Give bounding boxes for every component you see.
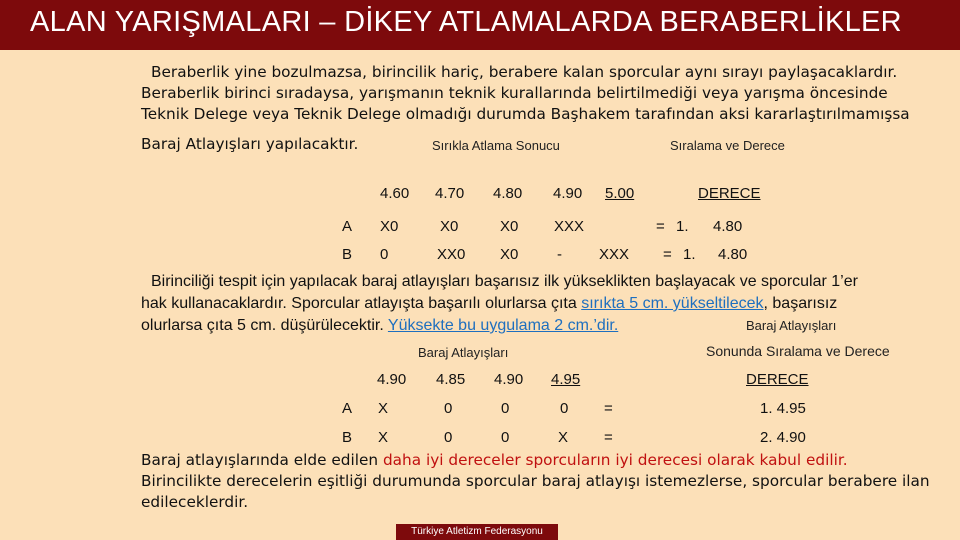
intro-line-2: Beraberlik birinci sıradaysa, yarışmanın teknik kurallarında belirtilmediği veya yarışma öncesinde	[141, 84, 888, 102]
table2-height: 4.90	[377, 371, 407, 388]
table2-attempt: 0	[560, 400, 569, 417]
table2-attempt: 0	[444, 400, 453, 417]
table2-attempt: X	[378, 400, 389, 417]
table1-attempt: X0	[500, 246, 519, 263]
table2-eq: =	[604, 429, 613, 446]
table1-height: 5.00	[605, 185, 635, 202]
table1-attempt: -	[557, 246, 562, 263]
table2-height: 4.85	[436, 371, 466, 388]
table1-attempt: X0	[440, 218, 459, 235]
intro-line-3: Teknik Delege veya Teknik Delege olmadığı durumda Başhakem tarafından aksi kararlaştırılmamışsa	[141, 105, 910, 123]
table1-mark: 4.80	[718, 246, 748, 263]
table2-result-header: DERECE	[746, 371, 809, 388]
table1-rank: 1.	[676, 218, 689, 235]
para3-line-2: Birincilikte derecelerin eşitliği durumunda sporcular baraj atlayışı istemezlerse, sporcular berabere ilan	[141, 472, 930, 490]
para2-line-3-link: Yüksekte bu uygulama 2 cm.’dir.	[387, 317, 619, 334]
page-title: ALAN YARIŞMALARI – DİKEY ATLAMALARDA BERABERLİKLER	[30, 6, 902, 38]
table2-height: 4.90	[494, 371, 524, 388]
table1-height: 4.80	[493, 185, 523, 202]
table1-eq: =	[663, 246, 672, 263]
table1-athlete: B	[342, 246, 353, 263]
intro-line-1: Beraberlik yine bozulmazsa, birincilik hariç, berabere kalan sporcular aynı sırayı paylaşacaklardır.	[151, 63, 898, 81]
para2-line-2-pre: hak kullanacaklardır. Sporcular atlayışta başarılı olurlarsa çıta	[141, 295, 582, 312]
para2-line-3	[141, 315, 618, 337]
table1-height: 4.60	[380, 185, 410, 202]
para2-line-1: Birinciliği tespit için yapılacak baraj atlayışları başarısız ilk yükseklikten başlayacak ve sporcular 1’er	[151, 273, 858, 290]
table1-extra: XXX	[599, 246, 630, 263]
table1-height: 4.90	[553, 185, 583, 202]
table2-caption-right: Sonunda Sıralama ve Derece	[706, 343, 890, 359]
table2-attempt: X	[378, 429, 389, 446]
table1-result-header: DERECE	[698, 185, 761, 202]
table1-height: 4.70	[435, 185, 465, 202]
table1-eq: =	[656, 218, 665, 235]
table2-athlete: A	[342, 400, 353, 417]
table2-attempt: 0	[501, 400, 510, 417]
para2-small-label: Baraj Atlayışları	[746, 318, 837, 333]
para2-line-2-link: sırıkta 5 cm. yükseltilecek	[581, 295, 764, 312]
table1-caption-left: Sırıkla Atlama Sonucu	[432, 138, 560, 153]
para3-line-1	[141, 450, 848, 471]
table1-attempt: X0	[380, 218, 399, 235]
table2-result: 2. 4.90	[760, 429, 806, 446]
table2-attempt: 0	[501, 429, 510, 446]
table2-athlete: B	[342, 429, 353, 446]
table1-attempt: XXX	[554, 218, 585, 235]
footer-label: Türkiye Atletizm Federasyonu	[396, 524, 558, 540]
table2-result: 1. 4.95	[760, 400, 806, 417]
para3-line-1-highlight: daha iyi dereceler sporcuların iyi derecesi olarak kabul edilir.	[382, 451, 848, 469]
table1-rank: 1.	[683, 246, 696, 263]
table1-caption-right: Sıralama ve Derece	[670, 138, 785, 153]
para2-line-2-post: , başarısız	[763, 295, 838, 312]
para2-line-3-pre: olurlarsa çıta 5 cm. düşürülecektir.	[141, 317, 388, 334]
table2-caption-left: Baraj Atlayışları	[418, 345, 509, 360]
para3-line-1-pre: Baraj atlayışlarında elde edilen	[141, 451, 383, 469]
table1-mark: 4.80	[713, 218, 743, 235]
table2-attempt: 0	[444, 429, 453, 446]
para3-line-3: edileceklerdir.	[141, 493, 249, 511]
table2-eq: =	[604, 400, 613, 417]
table1-attempt: X0	[500, 218, 519, 235]
table1-attempt: XX0	[437, 246, 466, 263]
intro-line-4: Baraj Atlayışları yapılacaktır.	[141, 135, 359, 153]
para2-line-2	[141, 293, 837, 315]
table2-attempt: X	[558, 429, 569, 446]
table1-attempt: 0	[380, 246, 389, 263]
table1-athlete: A	[342, 218, 353, 235]
table2-height: 4.95	[551, 371, 581, 388]
